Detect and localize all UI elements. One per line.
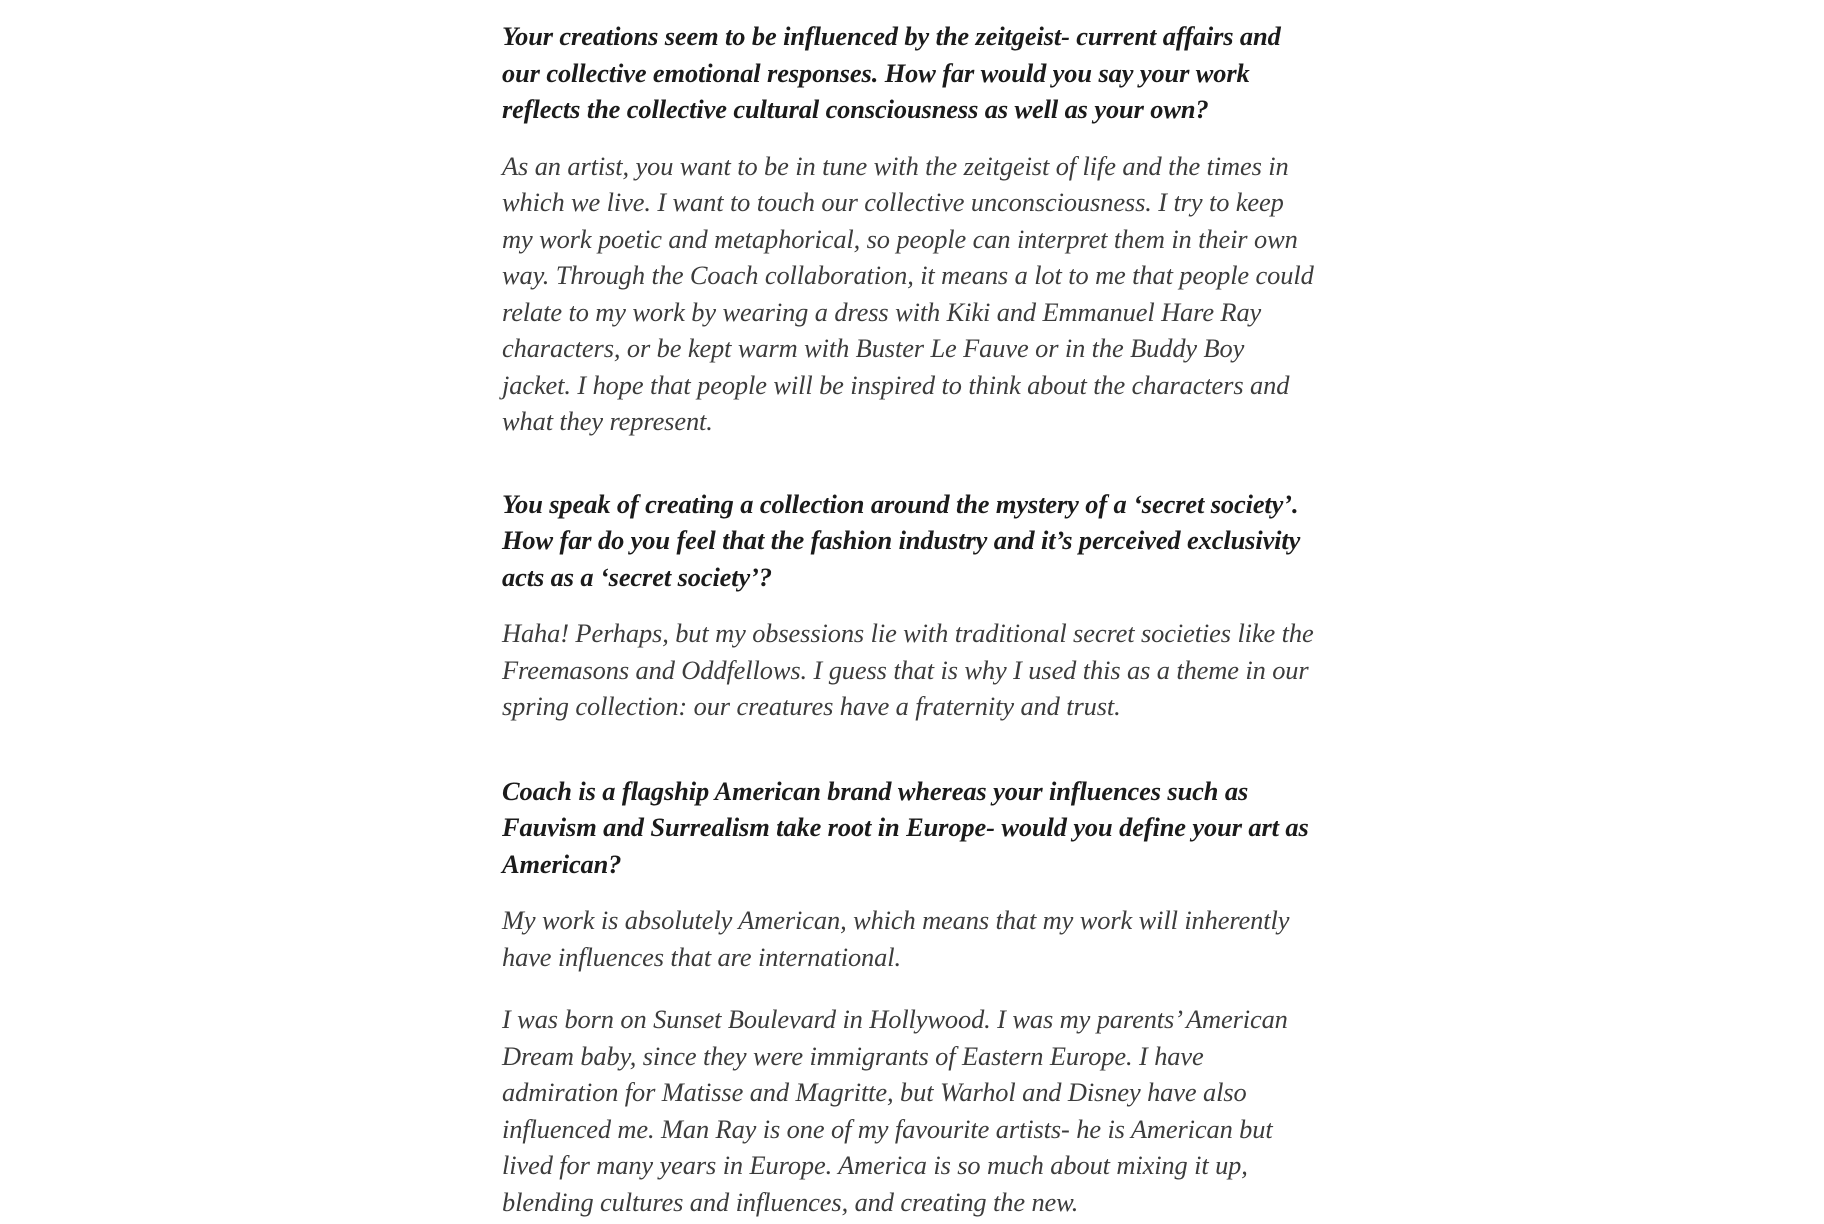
interview-question-american-art: Coach is a flagship American brand whereas your influences such as Fauvism and Surrealism take root in Europe- would you define your art as American?	[502, 775, 1309, 879]
interview-answer-american-art: My work is absolutely American, which means that my work will inherently have influences that are international.	[502, 905, 1290, 972]
interview-question-zeitgeist: Your creations seem to be influenced by the zeitgeist- current affairs and our collective emotional responses. How far would you say your work reflects the collective cultural consciousness as well as your own?	[502, 21, 1281, 124]
interview-question-secret-society: You speak of creating a collection around the mystery of a ‘secret society’. How far do you feel that the fashion industry and it’s perceived exclusivity acts as a ‘secret society’?	[502, 488, 1301, 592]
interview-answer-zeitgeist: As an artist, you want to be in tune with the zeitgeist of life and the times in which we live. I want to touch our collective unconsciousness. I try to keep my work poetic and metaphorical, so people can interpret them in their own way. Through the Coach collaboration, it means a lot to me that people could relate to my work by wearing a dress with Kiki and Emmanuel Hare Ray characters, or be kept warm with Buster Le Fauve or in the Buddy Boy jacket. I hope that people will be inspired to think about the characters and what they represent.	[502, 150, 1314, 436]
interview-article	[502, 18, 1314, 1220]
interview-answer-american-art-continued: I was born on Sunset Boulevard in Hollywood. I was my parents’ American Dream baby, since they were immigrants of Eastern Europe. I have admiration for Matisse and Magritte, but Warhol and Disney have also influenced me. Man Ray is one of my favourite artists- he is American but lived for many years in Europe. America is so much about mixing it up, blending cultures and influences, and creating the new.	[502, 1004, 1288, 1217]
interview-answer-secret-society: Haha! Perhaps, but my obsessions lie with traditional secret societies like the Freemasons and Oddfellows. I guess that is why I used this as a theme in our spring collection: our creatures have a fraternity and trust.	[502, 618, 1314, 721]
